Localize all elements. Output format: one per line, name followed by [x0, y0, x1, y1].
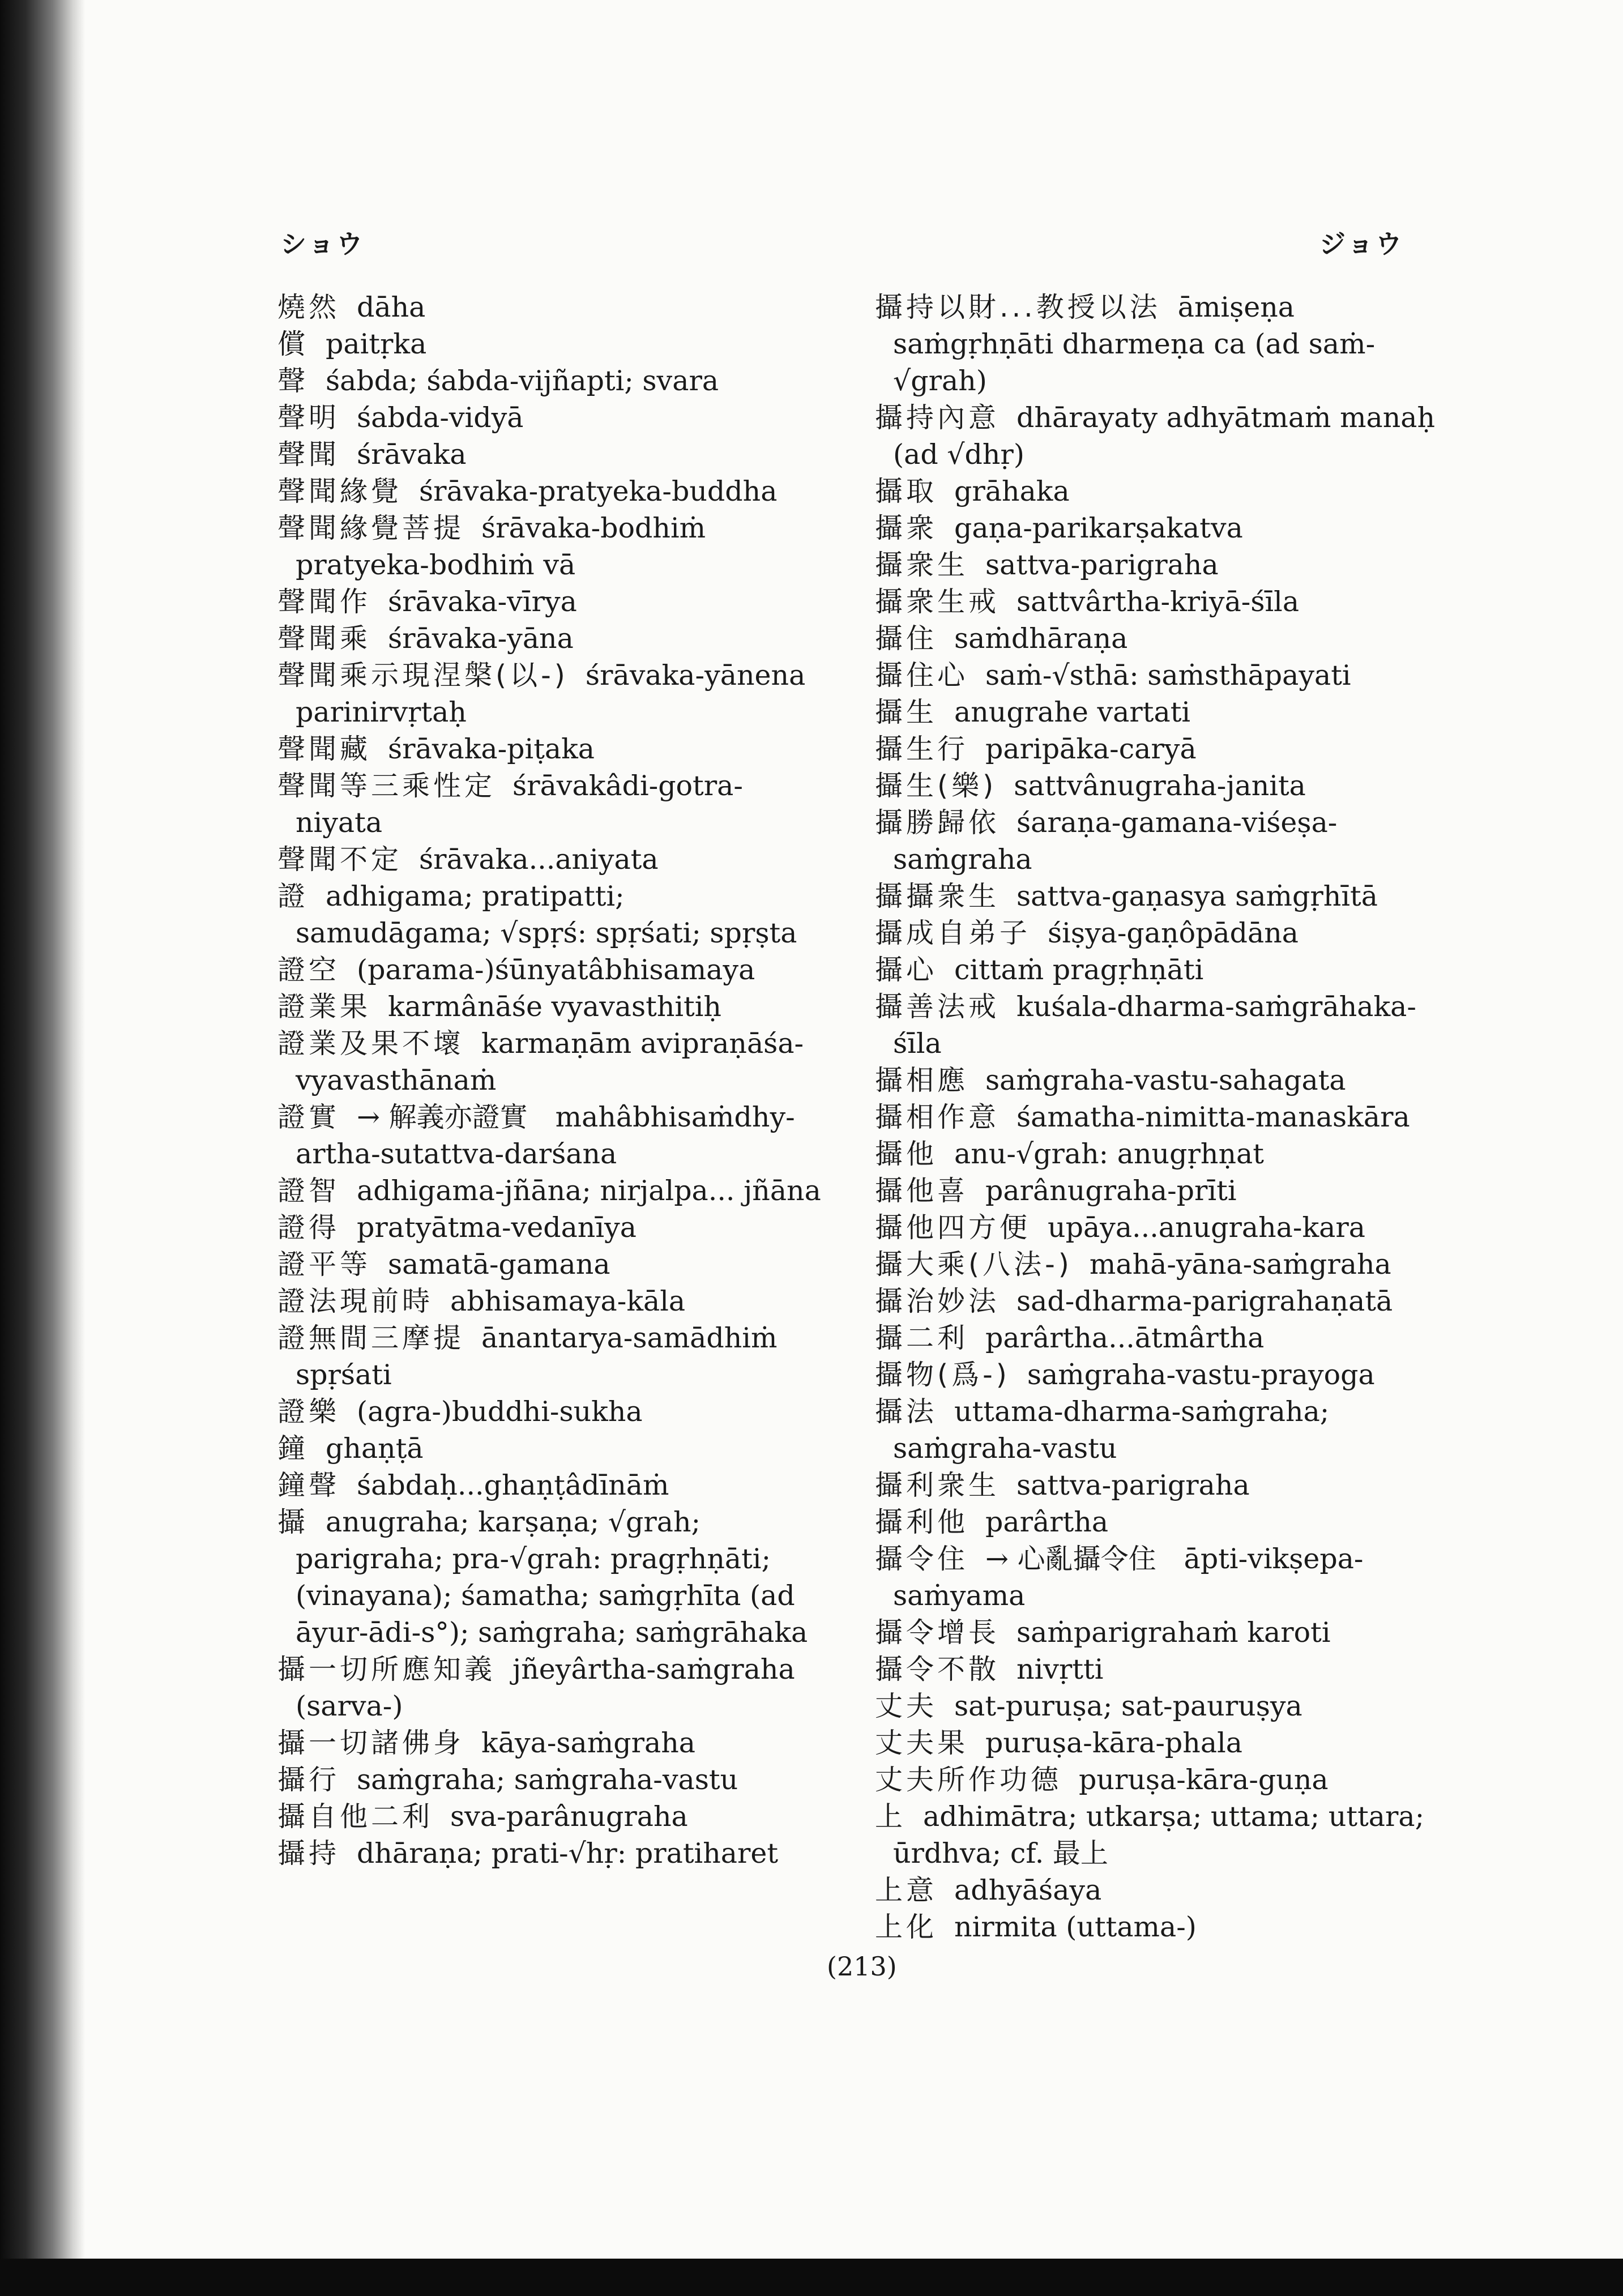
dictionary-entry [875, 1540, 1436, 1614]
entry-headword: 攝法 [875, 1395, 938, 1428]
dictionary-entry [875, 657, 1436, 694]
running-head-right: ジョウ [1319, 229, 1404, 259]
dictionary-entry [875, 1504, 1436, 1540]
entry-headword: 攝勝歸依 [875, 806, 1000, 839]
dictionary-entry [875, 1688, 1436, 1725]
dictionary-entry [875, 915, 1436, 951]
dictionary-entry [875, 951, 1436, 988]
dictionary-entry [875, 510, 1436, 547]
entry-headword: 聲聞 [277, 438, 340, 471]
entry-sanskrit-gloss: śrāvaka-pratyeka-buddha [419, 475, 778, 507]
dictionary-entry [277, 1430, 824, 1467]
entry-headword: 上化 [875, 1911, 938, 1943]
entry-sanskrit-gloss: pratyātma-vedanīya [357, 1211, 637, 1244]
entry-headword: 攝相作意 [875, 1101, 1000, 1133]
entry-headword: 攝住心 [875, 659, 969, 692]
entry-headword: 鐘聲 [277, 1469, 340, 1501]
entry-sanskrit-gloss: adhyāśaya [954, 1874, 1102, 1906]
entry-headword: 證 [277, 880, 309, 912]
dictionary-entry [875, 473, 1436, 510]
entry-headword: 攝住 [875, 622, 938, 655]
entry-sanskrit-gloss: cittaṁ pragṛhṇāti [954, 954, 1204, 986]
entry-sanskrit-gloss: karmaṇām avipraṇāśa-vyavasthānaṁ [296, 1027, 804, 1096]
entry-headword: 丈夫所作功德 [875, 1764, 1062, 1796]
entry-sanskrit-gloss: śabdaḥ...ghaṇṭâdīnāṁ [357, 1469, 669, 1501]
entry-sanskrit-gloss: grāhaka [954, 475, 1070, 507]
entry-headword: 丈夫 [875, 1690, 938, 1722]
entry-headword: 燒然 [277, 291, 340, 323]
entry-sanskrit-gloss: śrāvaka-vīrya [388, 586, 577, 618]
dictionary-entry [875, 1062, 1436, 1099]
entry-headword: 鐘 [277, 1432, 309, 1465]
dictionary-entry [875, 1136, 1436, 1172]
entry-sanskrit-gloss: śabda; śabda-vijñapti; svara [326, 365, 719, 397]
entry-headword: 攝大乘(八法-) [875, 1248, 1073, 1281]
entry-sanskrit-gloss: ghaṇṭā [326, 1432, 424, 1465]
dictionary-entry [277, 1798, 824, 1835]
entry-sanskrit-gloss: saṁdhāraṇa [954, 622, 1128, 655]
entry-sanskrit-gloss: gaṇa-parikarṣakatva [954, 512, 1243, 544]
entry-headword: 攝 [277, 1506, 309, 1538]
dictionary-entry [277, 841, 824, 878]
entry-headword: 證樂 [277, 1395, 340, 1428]
entry-headword: 聲 [277, 365, 309, 397]
entry-headword: 攝令不散 [875, 1653, 1000, 1685]
dictionary-entry [875, 1651, 1436, 1688]
entry-sanskrit-gloss: sat-puruṣa; sat-pauruṣya [954, 1690, 1302, 1722]
entry-sanskrit-gloss: upāya...anugraha-kara [1048, 1211, 1365, 1244]
entry-sanskrit-gloss: sattvârtha-kriyā-śīla [1016, 586, 1300, 618]
entry-sanskrit-gloss: sattva-parigraha [985, 549, 1219, 581]
dictionary-entry [875, 694, 1436, 731]
entry-sanskrit-gloss: adhimātra; utkarṣa; uttama; uttara; ūrdhva; cf. 最上 [893, 1800, 1425, 1870]
entry-headword: 攝令住 [875, 1543, 969, 1575]
entry-sanskrit-gloss: śamatha-nimitta-manaskāra [1016, 1101, 1410, 1133]
dictionary-entry [277, 510, 824, 583]
entry-sanskrit-gloss: śrāvaka...aniyata [419, 843, 659, 876]
entry-sanskrit-gloss: paitṛka [326, 328, 427, 360]
entry-headword: 證智 [277, 1175, 340, 1207]
entry-sanskrit-gloss: adhigama-jñāna; nirjalpa... jñāna [357, 1175, 821, 1207]
entry-headword: 攝物(爲-) [875, 1359, 1010, 1391]
entry-sanskrit-gloss: parârtha [985, 1506, 1109, 1538]
entry-sanskrit-gloss: paripāka-caryā [985, 733, 1197, 765]
entry-headword: 聲聞不定 [277, 843, 403, 876]
dictionary-entry [277, 1283, 824, 1320]
entry-sanskrit-gloss: nivṛtti [1016, 1653, 1104, 1685]
dictionary-entry [875, 1172, 1436, 1209]
entry-headword: 攝他喜 [875, 1175, 969, 1207]
entry-sanskrit-gloss: karmânāśe vyavasthitiḥ [388, 991, 721, 1023]
entry-sanskrit-gloss: samatā-gamana [388, 1248, 610, 1281]
entry-sanskrit-gloss: śabda-vidyā [357, 402, 524, 434]
entry-sanskrit-gloss: saṁparigrahaṁ karoti [1016, 1616, 1331, 1649]
dictionary-entry [875, 767, 1436, 804]
entry-headword: 攝一切所應知義 [277, 1653, 496, 1685]
dictionary-entry [875, 620, 1436, 657]
dictionary-entry [277, 473, 824, 510]
entry-headword: 證空 [277, 954, 340, 986]
entry-headword: 上意 [875, 1874, 938, 1906]
dictionary-entry [875, 547, 1436, 583]
dictionary-entry [277, 1025, 824, 1099]
entry-sanskrit-gloss: mahā-yāna-saṁgraha [1089, 1248, 1391, 1281]
entry-sanskrit-gloss: dhārayaty adhyātmaṁ manaḥ (ad √dhṛ) [893, 402, 1436, 471]
entry-sanskrit-gloss: ānantarya-samādhiṁ spṛśati [296, 1322, 778, 1391]
entry-headword: 攝他 [875, 1138, 938, 1170]
entry-headword: 攝利他 [875, 1506, 969, 1538]
entry-sanskrit-gloss: śrāvakâdi-gotra-niyata [296, 770, 743, 839]
dictionary-entry [277, 1393, 824, 1430]
entry-headword: 攝治妙法 [875, 1285, 1000, 1317]
book-binding-shadow [0, 0, 85, 2296]
dictionary-entry [875, 804, 1436, 878]
dictionary-entry [277, 878, 824, 951]
dictionary-entry [875, 1320, 1436, 1356]
entry-headword: 證無間三摩提 [277, 1322, 465, 1354]
entry-sanskrit-gloss: anu-√grah: anugṛhṇat [954, 1138, 1264, 1170]
entry-headword: 償 [277, 328, 309, 360]
entry-sanskrit-gloss: adhigama; pratipatti; samudāgama; √spṛś: spṛśati; spṛṣta [296, 880, 797, 949]
entry-headword: 聲聞緣覺菩提 [277, 512, 465, 544]
dictionary-entry [277, 583, 824, 620]
dictionary-entry [277, 951, 824, 988]
entry-headword: 聲聞作 [277, 586, 371, 618]
entry-sanskrit-gloss: anugraha; karṣaṇa; √grah; parigraha; pra-√grah: pragṛhṇāti; (vinayana); śamatha; saṁgṛhīta (ad āyur-ādi-s°); saṁgraha; saṁgrāhaka [296, 1506, 808, 1649]
entry-headword: 攝利衆生 [875, 1469, 1000, 1501]
entry-headword: 證法現前時 [277, 1285, 434, 1317]
dictionary-entry [277, 1651, 824, 1725]
entry-headword: 攝持以財...教授以法 [875, 291, 1161, 323]
entry-sanskrit-gloss: saṁgraha-vastu-prayoga [1027, 1359, 1375, 1391]
entry-sanskrit-gloss: āmiṣeṇa saṁgṛhṇāti dharmeṇa ca (ad saṁ-√grah) [893, 291, 1376, 397]
entry-sanskrit-gloss: saṁgraha-vastu-sahagata [985, 1064, 1346, 1096]
dictionary-entry [875, 878, 1436, 915]
entry-headword: 證業果 [277, 991, 371, 1023]
dictionary-entry [875, 1283, 1436, 1320]
dictionary-entry [277, 988, 824, 1025]
entry-headword: 聲聞乘 [277, 622, 371, 655]
entry-sanskrit-gloss: → 解義亦證實 mahâbhisaṁdhy-artha-sutattva-darśana [296, 1101, 795, 1170]
entry-headword: 聲聞等三乘性定 [277, 770, 496, 802]
dictionary-entry [277, 1246, 824, 1283]
entry-headword: 聲明 [277, 402, 340, 434]
entry-headword: 攝取 [875, 475, 938, 507]
entry-sanskrit-gloss: sad-dharma-parigrahaṇatā [1016, 1285, 1393, 1317]
right-column [875, 289, 1436, 1945]
entry-sanskrit-gloss: kuśala-dharma-saṁgrāhaka-śīla [893, 991, 1416, 1060]
dictionary-entry [875, 1209, 1436, 1246]
entry-sanskrit-gloss: śrāvaka-piṭaka [388, 733, 595, 765]
entry-sanskrit-gloss: śiṣya-gaṇôpādāna [1048, 917, 1299, 949]
entry-sanskrit-gloss: śrāvaka [357, 438, 467, 471]
entry-headword: 證得 [277, 1211, 340, 1244]
dictionary-entry [875, 731, 1436, 767]
entry-sanskrit-gloss: saṁgraha; saṁgraha-vastu [357, 1764, 738, 1796]
dictionary-entry [277, 326, 824, 362]
entry-sanskrit-gloss: sva-parânugraha [450, 1800, 688, 1833]
entry-sanskrit-gloss: śrāvaka-yānena parinirvṛtaḥ [296, 659, 806, 728]
entry-sanskrit-gloss: sattvânugraha-janita [1014, 770, 1306, 802]
entry-headword: 證業及果不壞 [277, 1027, 465, 1060]
entry-sanskrit-gloss: jñeyârtha-saṁgraha (sarva-) [296, 1653, 795, 1722]
dictionary-entry [277, 1467, 824, 1504]
entry-sanskrit-gloss: sattva-parigraha [1016, 1469, 1250, 1501]
entry-headword: 攝成自弟子 [875, 917, 1031, 949]
entry-headword: 攝相應 [875, 1064, 969, 1096]
entry-sanskrit-gloss: uttama-dharma-saṁgraha; saṁgraha-vastu [893, 1395, 1330, 1465]
dictionary-entry [277, 289, 824, 326]
dictionary-entry [277, 362, 824, 399]
entry-headword: 上 [875, 1800, 907, 1833]
entry-headword: 攝二利 [875, 1322, 969, 1354]
entry-sanskrit-gloss: kāya-saṁgraha [481, 1727, 695, 1759]
entry-sanskrit-gloss: parânugraha-prīti [985, 1175, 1237, 1207]
entry-sanskrit-gloss: nirmita (uttama-) [954, 1911, 1197, 1943]
entry-headword: 攝心 [875, 954, 938, 986]
entry-headword: 攝一切諸佛身 [277, 1727, 465, 1759]
entry-headword: 證平等 [277, 1248, 371, 1281]
entry-sanskrit-gloss: puruṣa-kāra-guṇa [1079, 1764, 1329, 1796]
entry-sanskrit-gloss: dhāraṇa; prati-√hṛ: pratiharet [357, 1837, 779, 1870]
entry-headword: 攝自他二利 [277, 1800, 434, 1833]
dictionary-entry [875, 583, 1436, 620]
dictionary-entry [277, 1725, 824, 1761]
entry-headword: 攝持 [277, 1837, 340, 1870]
dictionary-entry [875, 1393, 1436, 1467]
dictionary-entry [277, 1209, 824, 1246]
dictionary-entry [875, 1761, 1436, 1798]
entry-headword: 攝衆生 [875, 549, 969, 581]
entry-sanskrit-gloss: abhisamaya-kāla [450, 1285, 686, 1317]
dictionary-entry [875, 1798, 1436, 1872]
dictionary-entry [875, 1614, 1436, 1651]
dictionary-entry [277, 731, 824, 767]
entry-sanskrit-gloss: parârtha...ātmârtha [985, 1322, 1265, 1354]
entry-headword: 攝行 [277, 1764, 340, 1796]
entry-headword: 攝善法戒 [875, 991, 1000, 1023]
entry-sanskrit-gloss: śaraṇa-gamana-viśeṣa-saṁgraha [893, 806, 1338, 876]
entry-sanskrit-gloss: dāha [357, 291, 426, 323]
entry-headword: 攝生行 [875, 733, 969, 765]
entry-sanskrit-gloss: sattva-gaṇasya saṁgṛhītā [1016, 880, 1378, 912]
entry-headword: 聲聞藏 [277, 733, 371, 765]
dictionary-entry [875, 1872, 1436, 1909]
left-column [277, 289, 824, 1872]
entry-headword: 攝衆 [875, 512, 938, 544]
dictionary-entry [875, 399, 1436, 473]
entry-headword: 攝他四方便 [875, 1211, 1031, 1244]
dictionary-entry [277, 1320, 824, 1393]
entry-headword: 聲聞緣覺 [277, 475, 403, 507]
dictionary-entry [277, 1099, 824, 1172]
entry-headword: 攝持內意 [875, 402, 1000, 434]
dictionary-entry [875, 988, 1436, 1062]
dictionary-entry [875, 1099, 1436, 1136]
entry-sanskrit-gloss: anugrahe vartati [954, 696, 1191, 728]
entry-sanskrit-gloss: (parama-)śūnyatâbhisamaya [357, 954, 755, 986]
entry-sanskrit-gloss: saṁ-√sthā: saṁsthāpayati [985, 659, 1351, 692]
entry-headword: 攝生(樂) [875, 770, 997, 802]
dictionary-entry [277, 767, 824, 841]
running-head-left: ショウ [280, 229, 365, 259]
entry-headword: 攝攝衆生 [875, 880, 1000, 912]
dictionary-entry [277, 1172, 824, 1209]
dictionary-entry [277, 1761, 824, 1798]
dictionary-entry [277, 436, 824, 473]
dictionary-entry [875, 289, 1436, 399]
dictionary-entry [875, 1246, 1436, 1283]
dictionary-entry [277, 620, 824, 657]
entry-headword: 攝衆生戒 [875, 586, 1000, 618]
page-number: (213) [827, 1951, 897, 1982]
entry-headword: 丈夫果 [875, 1727, 969, 1759]
dictionary-entry [277, 657, 824, 731]
entry-headword: 聲聞乘示現涅槃(以-) [277, 659, 569, 692]
entry-sanskrit-gloss: puruṣa-kāra-phala [985, 1727, 1242, 1759]
dictionary-entry [875, 1467, 1436, 1504]
entry-headword: 證實 [277, 1101, 340, 1133]
scan-bottom-edge [0, 2259, 1623, 2296]
entry-sanskrit-gloss: → 心亂攝令住 āpti-vikṣepa-saṁyama [893, 1543, 1364, 1612]
entry-headword: 攝令增長 [875, 1616, 1000, 1649]
entry-headword: 攝生 [875, 696, 938, 728]
entry-sanskrit-gloss: (agra-)buddhi-sukha [357, 1395, 643, 1428]
dictionary-entry [277, 1835, 824, 1872]
entry-sanskrit-gloss: śrāvaka-bodhiṁ pratyeka-bodhiṁ vā [296, 512, 706, 581]
dictionary-entry [277, 1504, 824, 1651]
entry-sanskrit-gloss: śrāvaka-yāna [388, 622, 574, 655]
dictionary-entry [875, 1725, 1436, 1761]
dictionary-entry [277, 399, 824, 436]
dictionary-entry [875, 1909, 1436, 1945]
dictionary-entry [875, 1356, 1436, 1393]
